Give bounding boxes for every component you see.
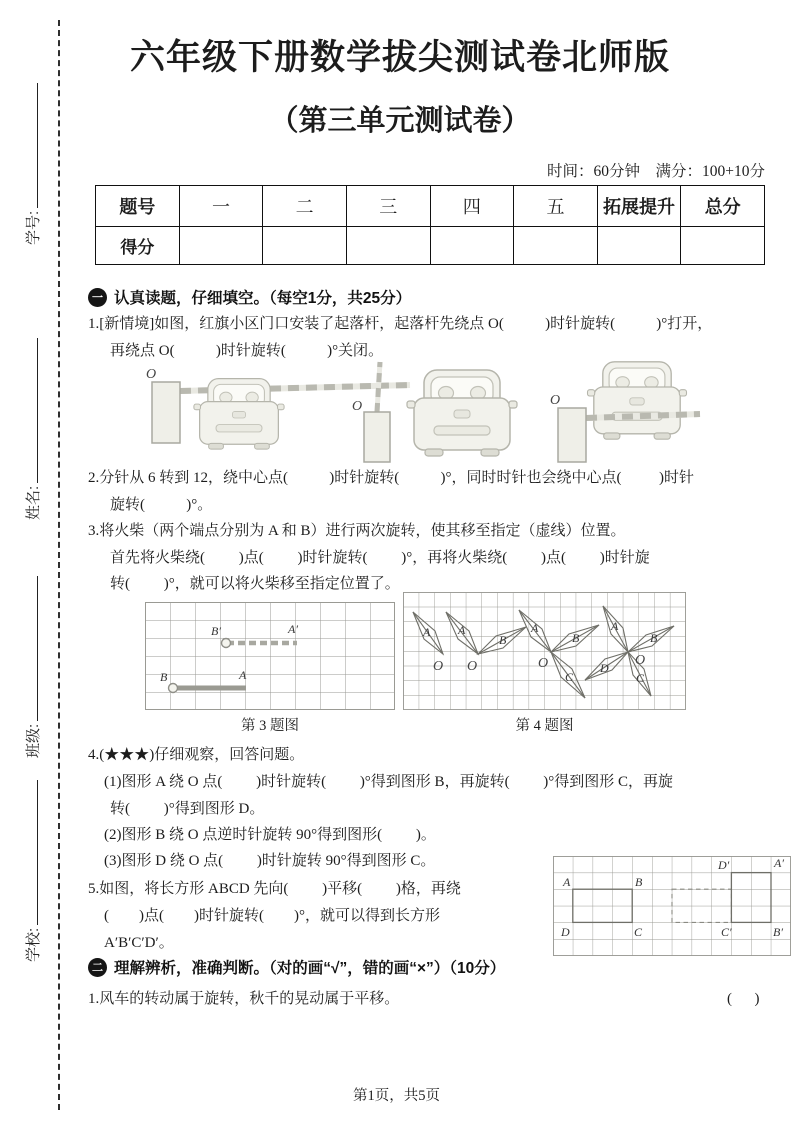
barrier-scene-open — [352, 362, 517, 462]
school-field — [22, 780, 43, 962]
score-cell-bonus — [597, 227, 681, 265]
label-b-prime: B′ — [773, 925, 783, 939]
fig2-label-a: A — [458, 623, 466, 637]
label-a: A — [563, 875, 571, 889]
label-a: A — [239, 668, 247, 682]
score-table-header-5: 五 — [514, 186, 598, 227]
score-cell-total — [681, 227, 765, 265]
fig3-label-c: C — [565, 670, 574, 684]
q4-line1: 4.(★★★)仔细观察，回答问题。 — [88, 747, 305, 763]
student-id-label: 学号: — [25, 210, 42, 245]
score-table-header-bonus: 拓展提升 — [597, 186, 681, 227]
q3-line2: 首先将火柴绕( )点( )时针旋转( )°，再将火柴绕( )点( )时针旋 — [110, 550, 650, 566]
class-label: 班级: — [25, 723, 42, 758]
fold-dashed-line — [58, 20, 60, 1110]
pivot-o-label: O — [146, 367, 157, 382]
section2-heading — [88, 956, 505, 978]
fig3-label-b: B — [572, 631, 580, 645]
score-table-header-qnum: 题号 — [96, 186, 180, 227]
label-d: D — [561, 925, 570, 939]
q5-line2: ( )点( )时针旋转( )°，就可以得到长方形 — [104, 908, 440, 924]
score-cell-5 — [514, 227, 598, 265]
fig4-label-a: A — [611, 619, 619, 633]
student-id-field — [22, 83, 43, 245]
q4-line3: 转( )°得到图形 D。 — [110, 801, 265, 817]
score-table-header-total: 总分 — [681, 186, 765, 227]
fig1-label-a: A — [423, 625, 431, 639]
fig4-label-b: B — [650, 631, 658, 645]
time-info: 时间：60分钟 满分：100+10分 — [547, 163, 765, 180]
fig4-label-c: C — [636, 671, 645, 685]
barrier-post — [364, 412, 390, 462]
school-label: 学校: — [25, 927, 42, 962]
q5-line1: 5.如图，将长方形 ABCD 先向( )平移( )格，再绕 — [88, 881, 461, 897]
score-cell-4 — [430, 227, 514, 265]
score-cell-1 — [179, 227, 263, 265]
q4-line5: (3)图形 D 绕 O 点( )时针旋转 90°得到图形 C。 — [104, 853, 436, 869]
q3-line3: 转( )°，就可以将火柴移至指定位置了。 — [110, 576, 400, 592]
barrier-scene-closed-behind — [550, 362, 700, 462]
score-table-header-row — [96, 186, 765, 227]
grid-background — [403, 592, 686, 710]
label-b: B — [160, 670, 168, 684]
q5-rectangle-grid-diagram — [553, 856, 791, 956]
q1-line1: 1.[新情境]如图，红旗小区门口安装了起落杆，起落杆先绕点 O( )时针旋转( )°打开， — [88, 316, 713, 332]
label-a-prime: A′ — [288, 622, 298, 636]
section2-heading-text: 理解辨析，准确判断。（对的画“√”，错的画“×”）（10分） — [114, 960, 506, 977]
label-a-prime: A′ — [774, 856, 784, 870]
pivot-o-label: O — [352, 399, 363, 414]
q4-pinwheel-grid-diagram — [403, 592, 686, 710]
match-dashed-head — [222, 639, 231, 648]
school-blank-line — [35, 780, 38, 925]
q1-line2: 再绕点 O( )时针旋转( )°关闭。 — [110, 343, 384, 359]
q1-barrier-figure — [140, 360, 705, 465]
fig3-label-a: A — [531, 621, 539, 635]
student-id-blank-line — [35, 83, 38, 208]
section1-number-icon: 一 — [88, 288, 107, 307]
q4-line2: (1)图形 A 绕 O 点( )时针旋转( )°得到图形 B，再旋转( )°得到图形 C，再旋 — [104, 774, 674, 790]
label-c: C — [634, 925, 643, 939]
fig4-label-o: O — [635, 653, 646, 668]
page-subtitle: （第三单元测试卷） — [269, 105, 531, 137]
fig1-label-o: O — [433, 659, 444, 674]
class-field — [22, 576, 43, 758]
label-c-prime: C′ — [721, 925, 732, 939]
car-icon — [407, 370, 517, 456]
label-b: B — [635, 875, 643, 889]
match-solid-head — [169, 684, 178, 693]
label-b-prime: B′ — [211, 624, 221, 638]
q3-line1: 3.将火柴（两个端点分别为 A 和 B）进行两次旋转，使其移至指定（虚线）位置。 — [88, 523, 626, 539]
score-table-header-2: 二 — [263, 186, 347, 227]
q5-line3: A′B′C′D′。 — [104, 935, 174, 951]
q2-line1: 2.分针从 6 转到 12，绕中心点( )时针旋转( )°，同时时针也会绕中心点( )时针 — [88, 470, 694, 486]
name-label: 姓名: — [25, 485, 42, 520]
fig3-label-o: O — [538, 656, 549, 671]
fig2-label-b: B — [499, 633, 507, 647]
section1-heading — [88, 286, 411, 308]
name-blank-line — [35, 338, 38, 483]
section2-number-icon: 二 — [88, 958, 107, 977]
score-cell-3 — [346, 227, 430, 265]
barrier-post — [558, 408, 586, 462]
score-table-header-3: 三 — [346, 186, 430, 227]
q3-match-grid-diagram — [145, 602, 395, 710]
q4-line4: (2)图形 B 绕 O 点逆时针旋转 90°得到图形( )。 — [104, 827, 436, 843]
q4-figure-caption: 第 4 题图 — [515, 718, 574, 734]
fig4-label-d: D — [600, 661, 609, 675]
score-row — [96, 227, 765, 265]
label-d-prime: D′ — [718, 858, 730, 872]
section2-q1: 1.风车的转动属于旋转，秋千的晃动属于平移。 — [88, 991, 400, 1007]
q3-figure-caption: 第 3 题图 — [241, 718, 299, 734]
barrier-post — [152, 382, 180, 443]
class-blank-line — [35, 576, 38, 721]
score-table-header-1: 一 — [179, 186, 263, 227]
fig2-label-o: O — [467, 659, 478, 674]
score-table-header-4: 四 — [430, 186, 514, 227]
grid-background — [145, 602, 395, 710]
page-title: 六年级下册数学拔尖测试卷北师版 — [129, 38, 670, 77]
car-icon — [194, 379, 284, 450]
section2-q1-answer-blank: ( ) — [727, 991, 760, 1007]
section1-heading-text: 认真读题，仔细填空。（每空1分，共25分） — [114, 290, 412, 307]
car-icon — [588, 362, 687, 439]
name-field — [22, 338, 43, 520]
pivot-o-label: O — [550, 393, 561, 408]
score-label: 得分 — [96, 227, 180, 265]
score-table — [95, 185, 765, 265]
page-footer: 第1页，共5页 — [353, 1088, 440, 1104]
q2-line2: 旋转( )°。 — [110, 497, 213, 513]
score-cell-2 — [263, 227, 347, 265]
